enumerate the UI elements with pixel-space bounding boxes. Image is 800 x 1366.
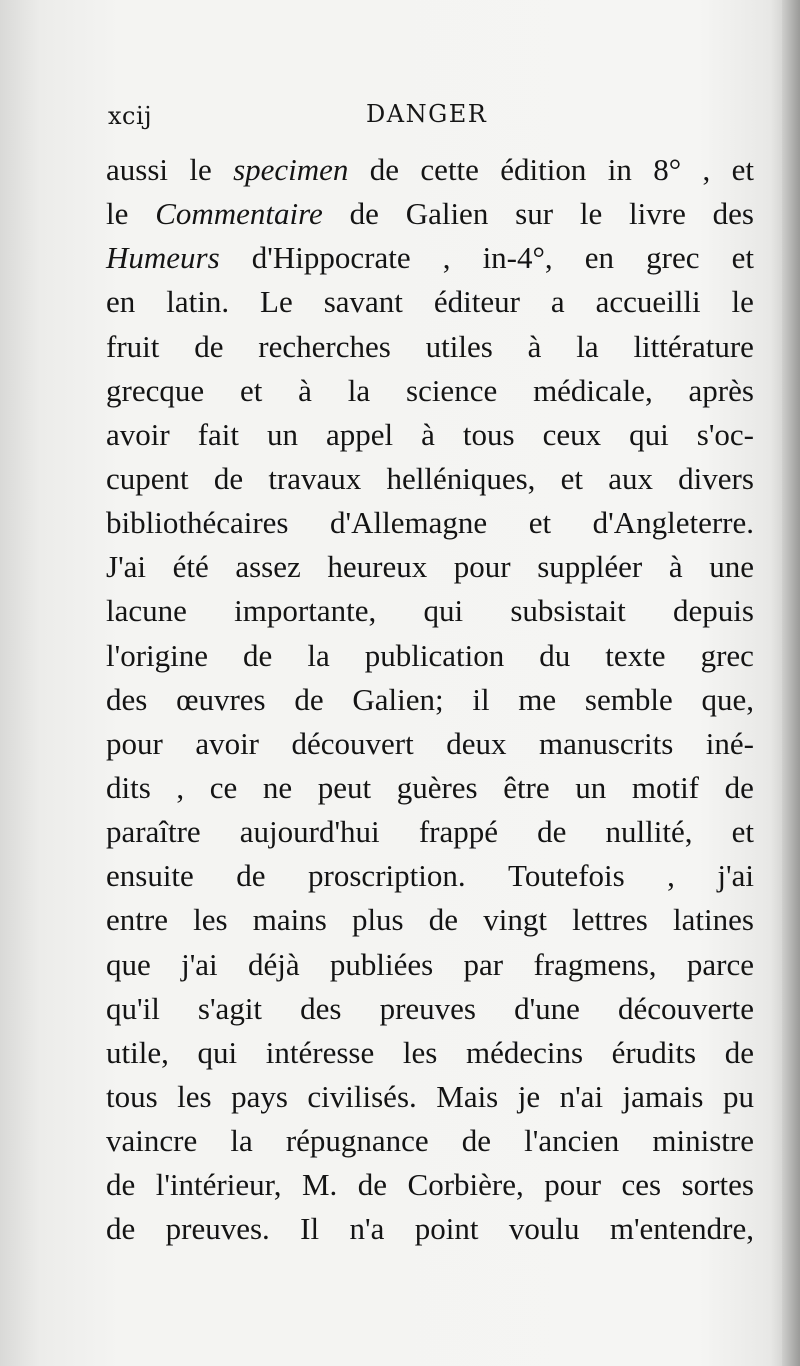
word: de: [357, 1167, 388, 1203]
word: de: [106, 1167, 136, 1203]
word: ministre: [652, 1123, 754, 1159]
word: voulu: [508, 1211, 580, 1247]
word: ceux: [542, 416, 602, 452]
word: n'ai: [559, 1078, 604, 1114]
word: pays: [231, 1078, 288, 1114]
word: ,: [176, 769, 185, 805]
word: et: [731, 814, 754, 850]
word: ,: [442, 240, 451, 276]
word: Commentaire: [155, 196, 323, 232]
word: jamais: [622, 1078, 704, 1114]
word: édition: [500, 152, 587, 187]
word: preuves: [379, 990, 476, 1026]
word: en: [584, 240, 615, 276]
word: me: [518, 681, 557, 717]
text-line: [106, 501, 754, 545]
word: deux: [446, 725, 507, 761]
text-line: [106, 1031, 754, 1075]
word: avoir: [195, 725, 260, 761]
word: qui: [423, 593, 464, 629]
word: guères: [396, 769, 478, 805]
word: et: [731, 152, 754, 187]
word: avoir: [106, 416, 170, 452]
word: latin.: [166, 284, 230, 320]
word: grecque: [106, 372, 205, 408]
word: d'une: [514, 990, 580, 1026]
word: médicale,: [533, 372, 653, 408]
word: assez: [235, 549, 301, 585]
word: et: [731, 240, 754, 276]
word: travaux: [268, 460, 362, 496]
word: des: [300, 990, 342, 1026]
word: pu: [722, 1078, 754, 1114]
word: depuis: [673, 593, 754, 629]
word: grec: [646, 240, 700, 276]
word: Corbière,: [407, 1167, 524, 1203]
text-line: [106, 280, 754, 324]
text-line: [106, 898, 754, 942]
word: in: [607, 152, 632, 187]
word: de: [724, 1034, 754, 1070]
text-line: [106, 545, 754, 589]
word: qu'il: [106, 990, 160, 1026]
word: science: [406, 372, 498, 408]
word: a: [550, 284, 565, 320]
word: plus: [351, 902, 404, 938]
word: des: [106, 681, 148, 717]
word: point: [414, 1211, 479, 1247]
word: de: [461, 1123, 492, 1159]
word: de: [194, 328, 224, 364]
word: et: [528, 505, 552, 541]
word: pour: [106, 725, 163, 761]
word: cette: [420, 152, 479, 187]
word: de: [537, 814, 567, 850]
word: Galien: [405, 196, 489, 232]
word: d'Allemagne: [330, 505, 488, 541]
word: ,: [702, 152, 711, 187]
word: l'origine: [106, 637, 209, 673]
word: de: [106, 1211, 136, 1247]
word: éditeur: [433, 284, 520, 320]
word: les: [193, 902, 228, 938]
text-line: [106, 810, 754, 854]
word: de: [213, 460, 244, 496]
page-edge-shadow: [782, 0, 800, 1366]
text-line: [106, 1119, 754, 1163]
text-line: [106, 1075, 754, 1119]
word: ne: [262, 769, 293, 805]
word: divers: [678, 460, 754, 496]
word: 8°: [653, 152, 682, 187]
word: vaincre: [106, 1123, 198, 1159]
word: la: [307, 637, 330, 673]
word: de: [428, 902, 459, 938]
word: il: [472, 681, 490, 717]
text-line: [106, 678, 754, 722]
word: motif: [631, 769, 700, 805]
word: j'ai: [181, 946, 218, 982]
word: fruit: [106, 328, 160, 364]
word: découverte: [618, 990, 754, 1026]
word: à: [421, 416, 435, 452]
page-header: [0, 96, 800, 136]
word: que,: [701, 681, 754, 717]
word: tous: [106, 1078, 158, 1114]
word: tous: [462, 416, 515, 452]
word: parce: [686, 946, 754, 982]
word: manuscrits: [538, 725, 674, 761]
word: texte: [605, 637, 666, 673]
word: déjà: [247, 946, 300, 982]
text-line: [106, 236, 754, 280]
word: s'agit: [197, 990, 263, 1026]
word: preuves.: [165, 1211, 270, 1247]
word: qui: [197, 1034, 238, 1070]
word: Galien;: [352, 681, 444, 717]
word: ce: [209, 769, 238, 805]
text-line: [106, 943, 754, 987]
word: paraître: [106, 814, 201, 850]
word: en: [106, 284, 136, 320]
word: Il: [300, 1211, 320, 1247]
word: Humeurs: [106, 240, 220, 276]
word: un: [575, 769, 607, 805]
word: proscription.: [308, 858, 466, 894]
word: n'a: [349, 1211, 385, 1247]
word: œuvres: [176, 681, 266, 717]
word: les: [177, 1078, 212, 1114]
word: aussi: [106, 152, 168, 187]
word: suppléer: [537, 549, 643, 585]
word: d'Angleterre.: [592, 505, 754, 541]
word: de: [349, 196, 379, 232]
word: grec: [700, 637, 754, 673]
word: fragmens,: [533, 946, 657, 982]
word: le: [106, 196, 129, 232]
text-line: [106, 1207, 754, 1251]
word: dits: [106, 769, 151, 805]
word: de: [236, 858, 266, 894]
word: semble: [584, 681, 673, 717]
word: lettres: [572, 902, 648, 938]
text-line: [106, 325, 754, 369]
word: entre: [106, 902, 168, 938]
word: peut: [317, 769, 372, 805]
word: la: [347, 372, 371, 408]
word: vingt: [483, 902, 547, 938]
word: de: [369, 152, 400, 187]
text-line: [106, 987, 754, 1031]
text-line: [106, 634, 754, 678]
text-line: [106, 192, 754, 236]
word: livre: [629, 196, 686, 232]
word: importante,: [234, 593, 377, 629]
word: érudits: [611, 1034, 697, 1070]
page-number: xcij: [108, 102, 153, 130]
word: frappé: [418, 814, 498, 850]
word: savant: [323, 284, 403, 320]
word: à: [298, 372, 312, 408]
body-text: [106, 148, 754, 1252]
word: l'intérieur,: [155, 1167, 282, 1203]
word: et: [560, 460, 583, 496]
word: du: [539, 637, 571, 673]
text-line: [106, 854, 754, 898]
word: utile,: [106, 1034, 169, 1070]
word: nullité,: [605, 814, 693, 850]
text-line: [106, 589, 754, 633]
word: ces: [621, 1167, 662, 1203]
word: helléniques,: [386, 460, 536, 496]
word: intéresse: [265, 1034, 375, 1070]
word: à: [527, 328, 542, 364]
word: m'entendre,: [609, 1211, 754, 1247]
word: M.: [301, 1167, 338, 1203]
word: pour: [544, 1167, 602, 1203]
word: de: [243, 637, 273, 673]
word: subsistait: [510, 593, 626, 629]
word: s'oc-: [696, 416, 754, 452]
word: ,: [667, 858, 675, 894]
word: in-4°,: [482, 240, 553, 276]
word: après: [688, 372, 754, 408]
word: latines: [673, 902, 754, 938]
word: cupent: [106, 460, 189, 496]
text-line: [106, 369, 754, 413]
word: fait: [197, 416, 240, 452]
word: médecins: [465, 1034, 584, 1070]
word: Toutefois: [508, 858, 625, 894]
word: j'ai: [717, 858, 754, 894]
word: bibliothécaires: [106, 505, 289, 541]
word: je: [517, 1078, 541, 1114]
word: publication: [364, 637, 505, 673]
word: utiles: [425, 328, 493, 364]
word: ensuite: [106, 858, 194, 894]
word: la: [230, 1123, 253, 1159]
word: iné-: [705, 725, 754, 761]
word: découvert: [291, 725, 414, 761]
word: littérature: [633, 328, 754, 364]
word: mains: [252, 902, 327, 938]
word: pour: [453, 549, 511, 585]
text-line: [106, 766, 754, 810]
word: par: [463, 946, 504, 982]
word: recherches: [258, 328, 391, 364]
word: d'Hippocrate: [251, 240, 411, 276]
word: de: [724, 769, 754, 805]
word: qui: [629, 416, 669, 452]
word: les: [402, 1034, 438, 1070]
word: accueilli: [595, 284, 701, 320]
word: le: [579, 196, 603, 232]
word: être: [503, 769, 550, 805]
word: à: [668, 549, 683, 585]
word: répugnance: [285, 1123, 429, 1159]
word: que: [106, 946, 151, 982]
word: une: [709, 549, 754, 585]
word: été: [172, 549, 209, 585]
word: un: [267, 416, 299, 452]
word: des: [712, 196, 754, 232]
word: Le: [260, 284, 293, 320]
text-line: [106, 722, 754, 766]
text-line: [106, 413, 754, 457]
text-line: [106, 148, 754, 192]
word: le: [731, 284, 754, 320]
word: appel: [326, 416, 394, 452]
word: l'ancien: [524, 1123, 620, 1159]
word: heureux: [327, 549, 428, 585]
word: la: [576, 328, 599, 364]
word: specimen: [233, 152, 349, 187]
word: de: [294, 681, 324, 717]
word: civilisés.: [307, 1078, 417, 1114]
word: publiées: [329, 946, 434, 982]
word: aujourd'hui: [239, 814, 380, 850]
word: et: [239, 372, 263, 408]
word: J'ai: [106, 549, 147, 585]
word: sur: [515, 196, 554, 232]
word: sortes: [681, 1167, 754, 1203]
word: aux: [608, 460, 653, 496]
text-line: [106, 457, 754, 501]
running-head: DANGER: [366, 100, 488, 128]
word: lacune: [106, 593, 187, 629]
word: Mais: [436, 1078, 499, 1114]
text-line: [106, 1163, 754, 1207]
word: le: [189, 152, 212, 187]
